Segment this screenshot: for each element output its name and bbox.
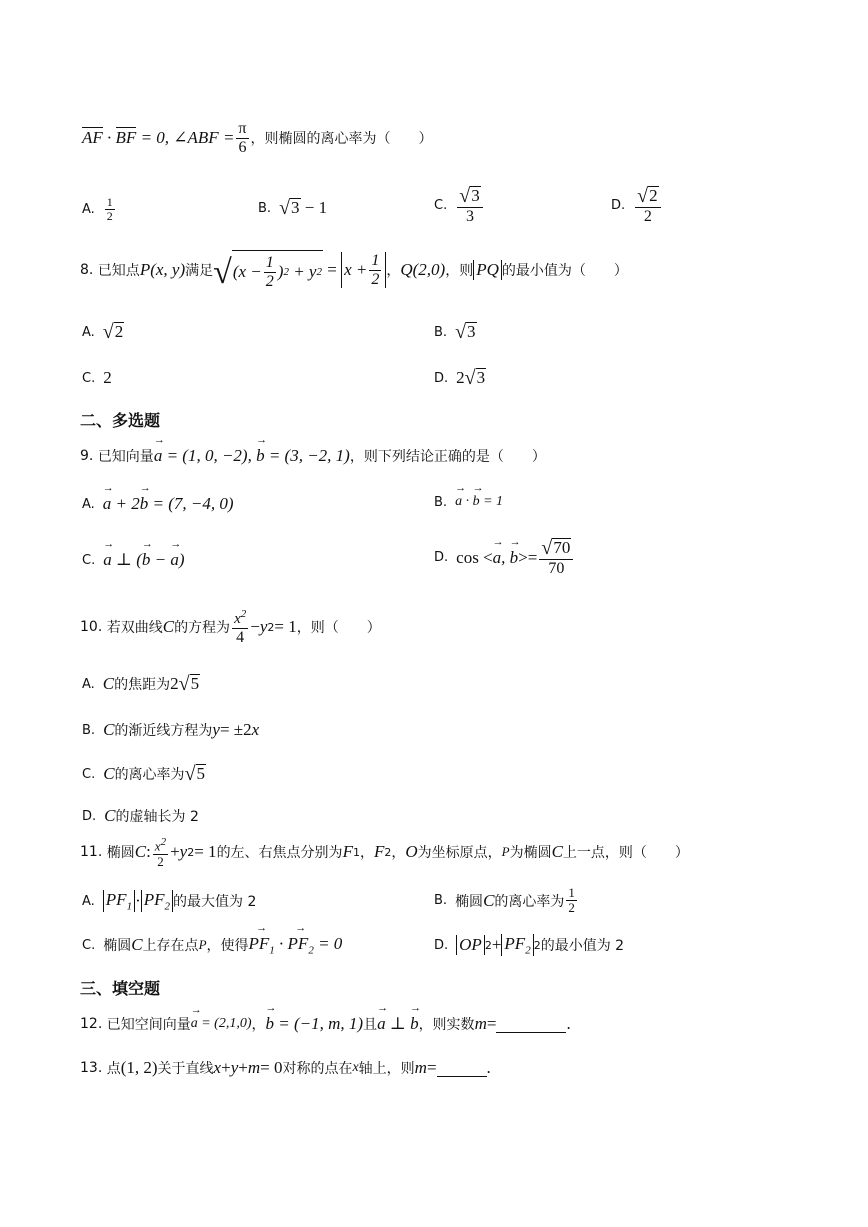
q11-option-c[interactable]: C. 椭圆 C 上存在点 P ，使得 $PF_1$ → · $PF_2$ → = 0 <box>82 934 342 956</box>
q9-option-d[interactable]: D. cos < a →, b → >= √ 70 70 <box>434 538 575 577</box>
section-fill-in: 三、填空题 <box>80 979 161 998</box>
q8-option-c[interactable]: C. 2 <box>82 368 112 387</box>
q7-option-a[interactable]: A. $\frac{1}{2}$ <box>82 195 113 224</box>
q13-stem: 13. 点 (1, 2) 关于直线 x + y + m = 0 对称的点在 x 轴上，则 m = . <box>80 1058 491 1077</box>
q9-option-b[interactable]: B. a → · b → = 1 <box>434 494 503 510</box>
q9-option-a[interactable]: A. a → + 2b → = (7, −4, 0) <box>82 494 234 514</box>
q12-answer-blank[interactable] <box>496 1016 566 1033</box>
section-multi-choice: 二、多选题 <box>80 411 161 430</box>
q8-option-d[interactable]: D. 2 √ 3 <box>434 367 486 389</box>
q8-sqrt: √ ( x − $\frac{1}{2}$ ) 2 + y 2 <box>213 250 323 290</box>
q11-option-b[interactable]: B. 椭圆 C 的离心率为 $\frac{1}{2}$ <box>434 885 575 916</box>
q8-option-b[interactable]: B. √ 3 <box>434 321 476 343</box>
q12-stem: 12. 已知空间向量 a → = (2,1,0) ， b → = (−1, m, 1) 且 a → ⊥ b → ，则实数 m = . <box>80 1014 571 1034</box>
q10-option-c[interactable]: C. C 的离心率为 √ 5 <box>82 763 206 785</box>
q13-answer-blank[interactable] <box>437 1060 487 1077</box>
q9-stem: 9. 已知向量 a → = (1, 0, −2), b → = (3, −2, 1) ，则下列结论正确的是（ ） <box>80 446 546 466</box>
q8-stem: 8. 已知点 P(x, y) 满足 √ ( x − $\frac{1}{2}$ ) 2 + y 2 = x + $\frac{1}{2}$ ， Q(2,0) ，则 PQ 的最小值为（ ） <box>80 252 628 292</box>
q9-option-c[interactable]: C. a → ⊥ (b → − a →) <box>82 550 185 570</box>
q7-option-d[interactable]: D. √ 2 2 <box>611 186 663 225</box>
q7-option-c[interactable]: C. √ 3 3 <box>434 186 485 225</box>
q10-option-b[interactable]: B. C 的渐近线方程为 y = ±2 x <box>82 720 260 739</box>
q7-tail: ，则椭圆的离心率为（ ） <box>250 131 433 148</box>
q8-option-a[interactable]: A. √ 2 <box>82 321 124 343</box>
q10-option-d[interactable]: D. C 的虚轴长为 2 <box>82 806 199 825</box>
q11-option-d[interactable]: D. OP 2 + $PF_2$ 2 的最小值为 2 <box>434 934 625 957</box>
q7-formula: AF · BF = 0, ∠ABF = <box>82 128 235 148</box>
q11-option-a[interactable]: A. $PF_1$ · $PF_2$ 的最大值为 2 <box>82 890 257 913</box>
q11-stem: 11. 椭圆 C : $\frac{x^2}{2}$ + y 2 = 1 的左、右焦点分别为 F 1 ， F 2 ， O 为坐标原点， P 为椭圆 C 上一点，则（ ） <box>80 836 689 869</box>
q7-option-b[interactable]: B. √ 3 − 1 <box>258 197 328 219</box>
q7-stem <box>82 120 433 156</box>
q10-stem: 10. 若双曲线 C 的方程为 $\frac{x^2}{4}$ − y 2 = 1 ，则（ ） <box>80 608 381 646</box>
q10-option-a[interactable]: A. C 的焦距为 2 √ 5 <box>82 673 200 695</box>
q7-pi-over-6: $\frac{\pi}{6}$ <box>238 120 247 156</box>
